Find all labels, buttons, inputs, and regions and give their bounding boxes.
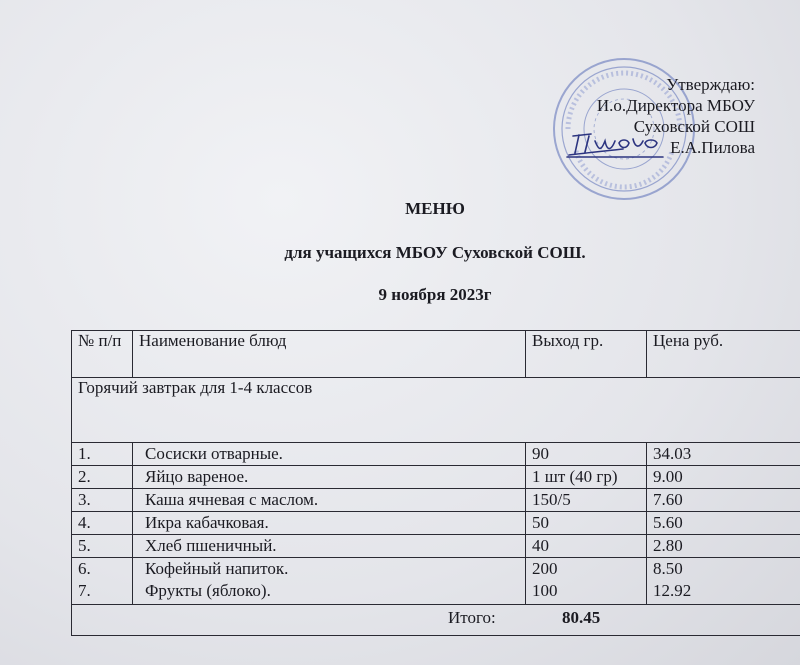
row-number: 3. [72, 489, 133, 512]
section-title: Горячий завтрак для 1-4 классов [72, 378, 800, 443]
row-number: 2. [72, 466, 133, 489]
row-number: 5. [72, 535, 133, 558]
row-weight: 1 шт (40 гр) [526, 466, 647, 489]
row-price: 34.03 [647, 443, 800, 466]
row-number: 4. [72, 512, 133, 535]
table-row [72, 512, 800, 535]
weight-6: 200 [532, 559, 558, 578]
table-header-row [72, 331, 800, 378]
price-7: 12.92 [653, 581, 692, 600]
row-dish-name: Каша ячневая с маслом. [133, 489, 526, 512]
row-number-6: 6. [78, 559, 91, 578]
row-weight: 90 [526, 443, 647, 466]
section-row [72, 378, 800, 443]
dish-name-7: Фрукты (яблоко). [145, 581, 271, 600]
total-label: Итого: [448, 608, 496, 627]
table-row [72, 558, 800, 605]
table-row [72, 535, 800, 558]
header-weight: Выход гр. [526, 331, 647, 378]
row-price: 5.60 [647, 512, 800, 535]
page-subtitle: для учащихся МБОУ Суховской СОШ. [284, 243, 586, 262]
approval-line-name: Е.А.Пилова [670, 138, 755, 157]
total-cell [72, 605, 800, 636]
row-number [72, 558, 133, 605]
table-row [72, 489, 800, 512]
price-6: 8.50 [653, 559, 683, 578]
dish-name-6: Кофейный напиток. [145, 559, 289, 578]
row-dish-name: Яйцо вареное. [133, 466, 526, 489]
table-row [72, 443, 800, 466]
approval-line-position: И.о.Директора МБОУ [596, 96, 755, 115]
row-dish-name [133, 558, 526, 605]
row-number: 1. [72, 443, 133, 466]
total-value: 80.45 [562, 608, 601, 627]
weight-7: 100 [532, 581, 558, 600]
approval-line-approve: Утверждаю: [666, 75, 755, 94]
header-dish-name: Наименование блюд [133, 331, 526, 378]
row-number-7: 7. [78, 581, 91, 600]
handwritten-signature [565, 127, 670, 163]
row-weight [526, 558, 647, 605]
row-price: 9.00 [647, 466, 800, 489]
row-weight: 40 [526, 535, 647, 558]
row-dish-name: Икра кабачковая. [133, 512, 526, 535]
row-price: 2.80 [647, 535, 800, 558]
header-number: № п/п [72, 331, 133, 378]
menu-table [71, 330, 800, 636]
row-weight: 150/5 [526, 489, 647, 512]
row-dish-name: Сосиски отварные. [133, 443, 526, 466]
row-price: 7.60 [647, 489, 800, 512]
row-price [647, 558, 800, 605]
page-title: МЕНЮ [405, 199, 465, 218]
row-weight: 50 [526, 512, 647, 535]
menu-date: 9 ноября 2023г [378, 285, 492, 304]
row-dish-name: Хлеб пшеничный. [133, 535, 526, 558]
table-row [72, 466, 800, 489]
approval-line-school: Суховской СОШ [633, 117, 755, 136]
total-row [72, 605, 800, 636]
header-price: Цена руб. [647, 331, 800, 378]
